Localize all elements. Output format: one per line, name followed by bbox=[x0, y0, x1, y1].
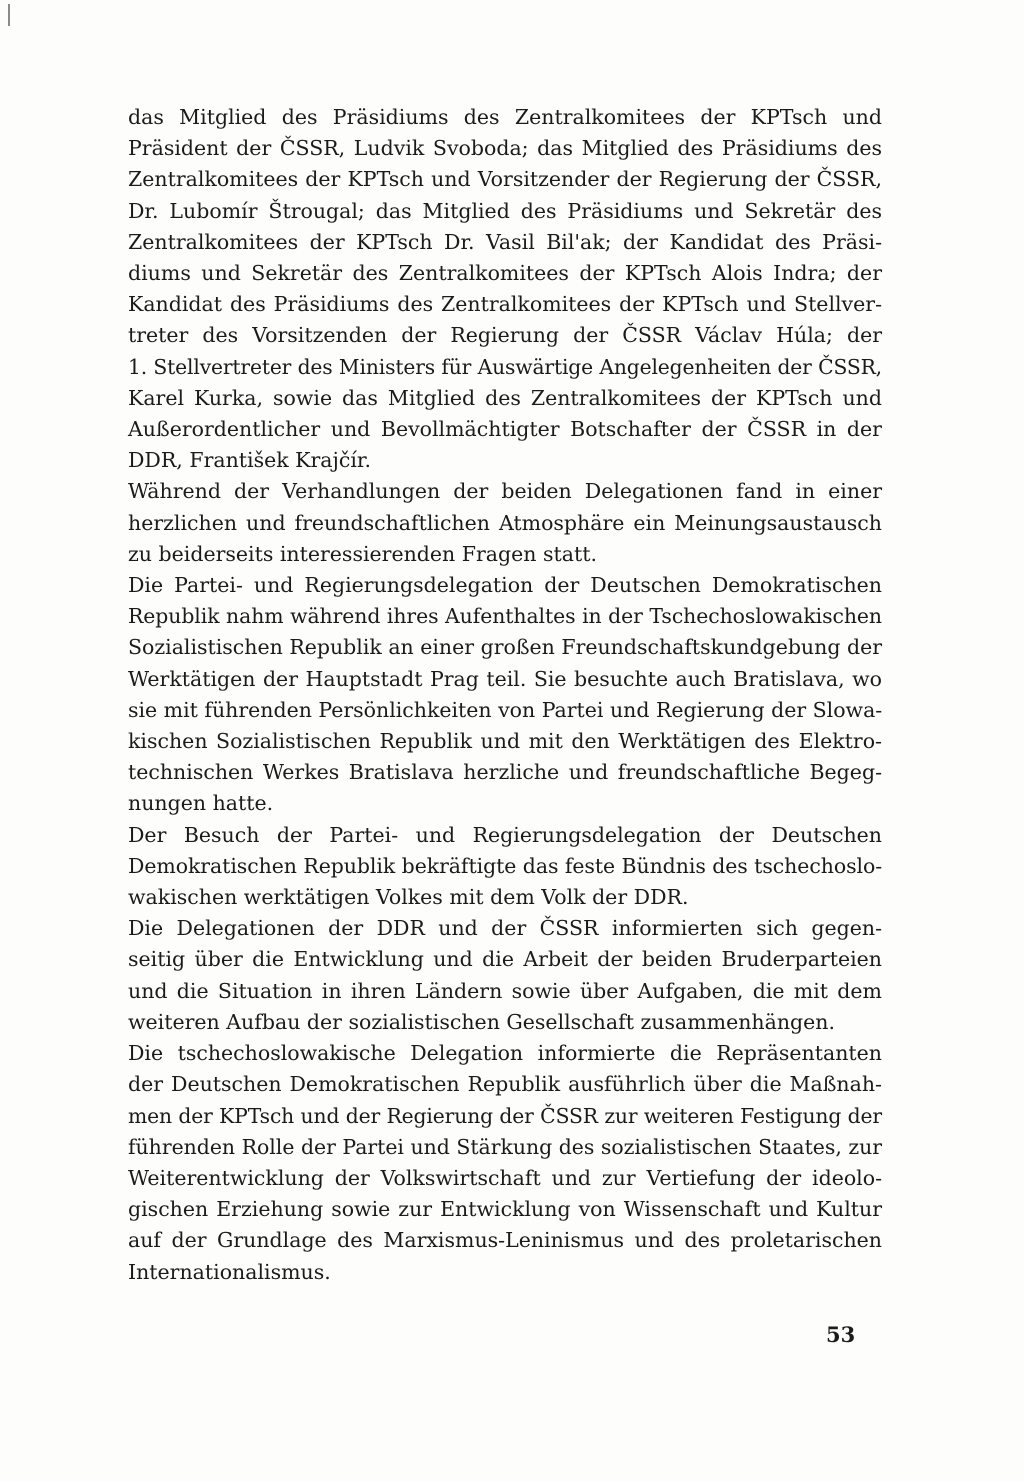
text-line: Die tschechoslowakische Delegation informierte die Repräsentanten bbox=[128, 1041, 882, 1066]
paragraph-4 bbox=[128, 820, 882, 914]
text-line: Republik nahm während ihres Aufenthaltes in der Tschechoslowakischen bbox=[128, 604, 882, 629]
text-line: kischen Sozialistischen Republik und mit den Werktätigen des Elektro- bbox=[128, 729, 882, 754]
paragraph-2 bbox=[128, 476, 882, 570]
text-line: und die Situation in ihren Ländern sowie über Aufgaben, die mit dem bbox=[128, 978, 882, 1003]
text-line: Kandidat des Präsidiums des Zentralkomitees der KPTsch und Stellver- bbox=[128, 292, 882, 317]
text-line: Zentralkomitees der KPTsch Dr. Vasil Bil'ak; der Kandidat des Präsi- bbox=[128, 229, 882, 254]
text-line: nungen hatte. bbox=[128, 791, 274, 816]
text-line: Während der Verhandlungen der beiden Delegationen fand in einer bbox=[128, 479, 882, 504]
text-line: Demokratischen Republik bekräftigte das feste Bündnis des tschechoslo- bbox=[128, 853, 883, 878]
page-number: 53 bbox=[826, 1322, 856, 1347]
text-line: weiteren Aufbau der sozialistischen Gesellschaft zusammenhängen. bbox=[128, 1009, 836, 1034]
text-line: Der Besuch der Partei- und Regierungsdelegation der Deutschen bbox=[128, 822, 882, 847]
paragraph-1 bbox=[128, 102, 882, 476]
text-line: auf der Grundlage des Marxismus-Leninismus und des proletarischen bbox=[128, 1228, 882, 1253]
scan-artifact-mark bbox=[8, 4, 10, 26]
text-line: Außerordentlicher und Bevollmächtigter Botschafter der ČSSR in der bbox=[128, 417, 882, 442]
text-line: führenden Rolle der Partei und Stärkung des sozialistischen Staates, zur bbox=[128, 1134, 882, 1159]
body-text bbox=[128, 102, 882, 1288]
text-line: Zentralkomitees der KPTsch und Vorsitzender der Regierung der ČSSR, bbox=[128, 167, 882, 192]
text-line: sie mit führenden Persönlichkeiten von Partei und Regierung der Slowa- bbox=[128, 697, 883, 722]
text-line: Die Partei- und Regierungsdelegation der Deutschen Demokratischen bbox=[128, 573, 882, 598]
text-line: treter des Vorsitzenden der Regierung der ČSSR Václav Húla; der bbox=[128, 323, 882, 348]
text-line: Die Delegationen der DDR und der ČSSR informierten sich gegen- bbox=[128, 916, 882, 941]
text-line: Weiterentwicklung der Volkswirtschaft und zur Vertiefung der ideolo- bbox=[128, 1165, 882, 1190]
paragraph-3 bbox=[128, 570, 882, 820]
text-line: das Mitglied des Präsidiums des Zentralkomitees der KPTsch und bbox=[128, 105, 882, 129]
text-line: men der KPTsch und der Regierung der ČSSR zur weiteren Festigung der bbox=[128, 1103, 882, 1128]
text-line: 1. Stellvertreter des Ministers für Auswärtige Angelegenheiten der ČSSR, bbox=[128, 354, 882, 379]
text-line: Präsident der ČSSR, Ludvik Svoboda; das Mitglied des Präsidiums des bbox=[128, 136, 882, 161]
text-line: seitig über die Entwicklung und die Arbeit der beiden Bruderparteien bbox=[128, 947, 882, 972]
text-line: Sozialistischen Republik an einer großen Freundschaftskundgebung der bbox=[128, 635, 882, 660]
text-line: zu beiderseits interessierenden Fragen statt. bbox=[128, 541, 597, 566]
text-line: diums und Sekretär des Zentralkomitees der KPTsch Alois Indra; der bbox=[128, 261, 882, 286]
text-line: DDR, František Krajčír. bbox=[128, 448, 371, 473]
paragraph-5 bbox=[128, 913, 882, 1038]
text-line: wakischen werktätigen Volkes mit dem Volk der DDR. bbox=[128, 885, 689, 910]
text-line: Dr. Lubomír Štrougal; das Mitglied des Präsidiums und Sekretär des bbox=[128, 198, 882, 223]
paragraph-6 bbox=[128, 1038, 882, 1288]
text-line: gischen Erziehung sowie zur Entwicklung von Wissenschaft und Kultur bbox=[128, 1197, 882, 1222]
text-line: herzlichen und freundschaftlichen Atmosphäre ein Meinungsaustausch bbox=[128, 510, 882, 535]
text-line: Internationalismus. bbox=[128, 1259, 331, 1284]
text-line: der Deutschen Demokratischen Republik ausführlich über die Maßnah- bbox=[128, 1072, 882, 1097]
text-line: Werktätigen der Hauptstadt Prag teil. Sie besuchte auch Bratislava, wo bbox=[128, 666, 882, 691]
text-line: Karel Kurka, sowie das Mitglied des Zentralkomitees der KPTsch und bbox=[128, 385, 882, 410]
text-line: technischen Werkes Bratislava herzliche und freundschaftliche Begeg- bbox=[128, 760, 882, 785]
